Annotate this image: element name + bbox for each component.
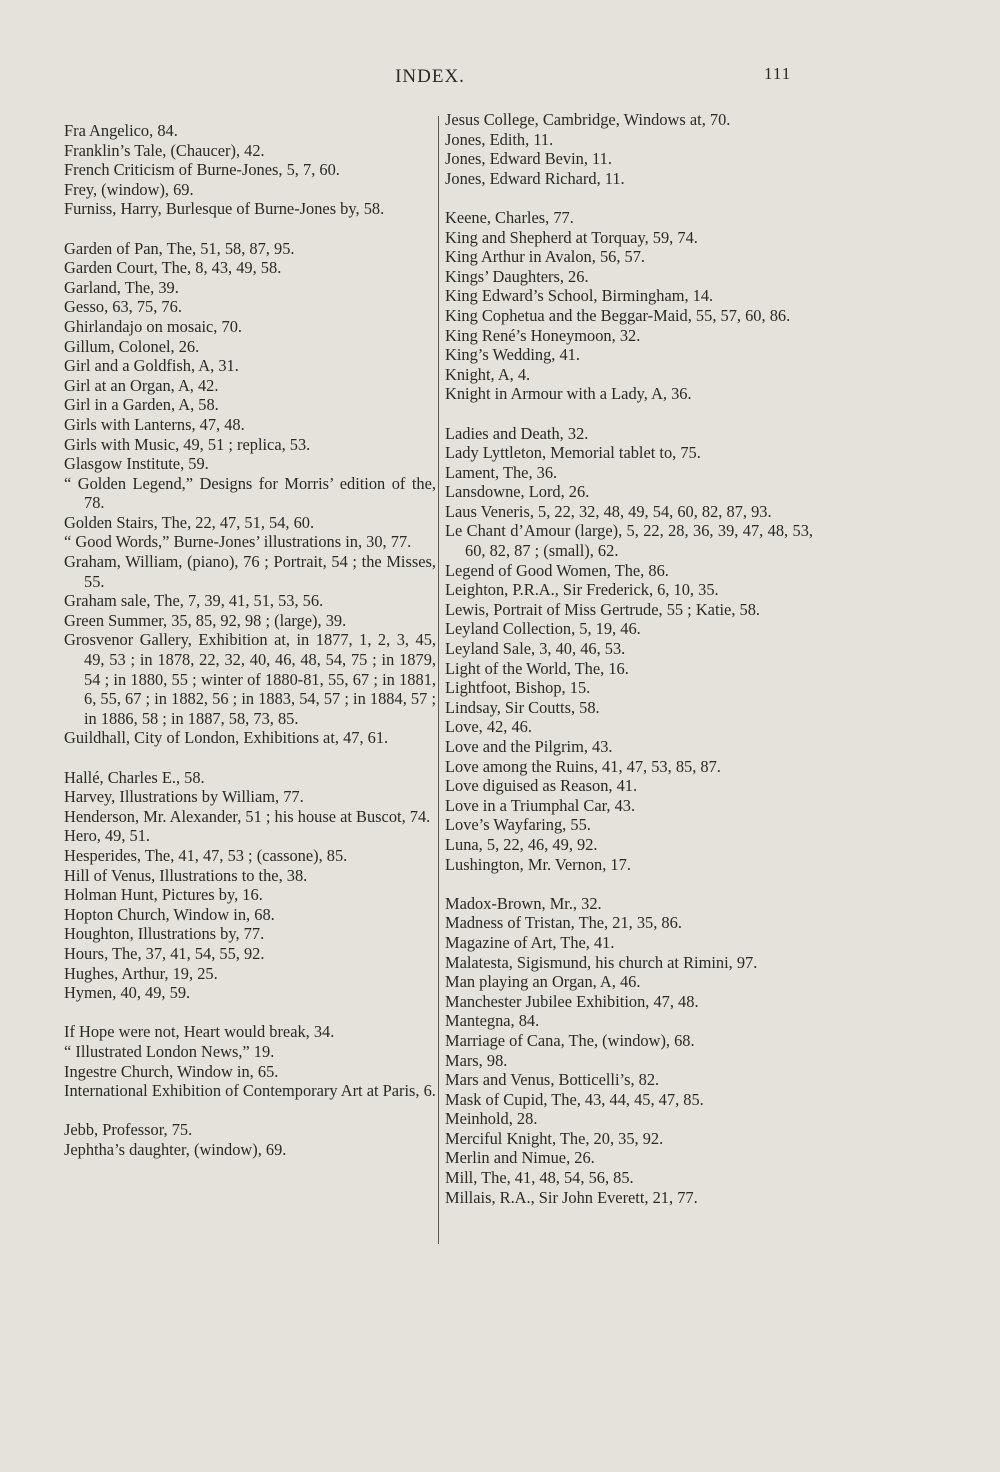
index-entry: Hill of Venus, Illustrations to the, 38. [64, 865, 308, 885]
index-entry: Graham sale, The, 7, 39, 41, 51, 53, 56. [64, 591, 324, 611]
index-entry: King’s Wedding, 41. [445, 345, 580, 365]
index-entry: Hesperides, The, 41, 47, 53 ; (cassone), 85. [64, 845, 348, 865]
index-entry: Leyland Collection, 5, 19, 46. [445, 619, 641, 639]
column-divider [438, 116, 439, 1244]
index-entry: Hallé, Charles E., 58. [64, 767, 205, 787]
index-entry: Legend of Good Women, The, 86. [445, 560, 669, 580]
index-entry: Franklin’s Tale, (Chaucer), 42. [64, 140, 265, 160]
index-entry: King and Shepherd at Torquay, 59, 74. [445, 227, 698, 247]
index-entry: Knight, A, 4. [445, 364, 531, 384]
index-entry: Harvey, Illustrations by William, 77. [64, 787, 304, 807]
index-entry: Holman Hunt, Pictures by, 16. [64, 885, 263, 905]
index-entry: Jones, Edith, 11. [445, 129, 554, 149]
index-entry: Millais, R.A., Sir John Everett, 21, 77. [445, 1187, 698, 1207]
index-entry: Magazine of Art, The, 41. [445, 932, 615, 952]
index-entry: “ Golden Legend,” Designs for Morris’ edition of the, 78. [64, 473, 436, 513]
index-entry: Garden of Pan, The, 51, 58, 87, 95. [64, 238, 295, 258]
index-entry: Luna, 5, 22, 46, 49, 92. [445, 834, 598, 854]
index-entry: Jephtha’s daughter, (window), 69. [64, 1139, 287, 1159]
index-entry: Mars and Venus, Botticelli’s, 82. [445, 1070, 660, 1090]
index-column-right [445, 110, 813, 1207]
index-entry: Leyland Sale, 3, 40, 46, 53. [445, 639, 626, 659]
index-entry: Love among the Ruins, 41, 47, 53, 85, 87. [445, 756, 721, 776]
index-entry: Fra Angelico, 84. [64, 121, 178, 140]
index-entry: Madness of Tristan, The, 21, 35, 86. [445, 913, 682, 933]
index-entry: Leighton, P.R.A., Sir Frederick, 6, 10, 35. [445, 580, 719, 600]
index-entry: Hero, 49, 51. [64, 826, 151, 846]
index-entry: Lament, The, 36. [445, 462, 558, 482]
index-entry: Mars, 98. [445, 1050, 508, 1070]
index-entry: Merlin and Nimue, 26. [445, 1148, 595, 1168]
index-entry: Ghirlandajo on mosaic, 70. [64, 316, 242, 336]
index-entry: Ingestre Church, Window in, 65. [64, 1061, 279, 1081]
index-entry: Laus Veneris, 5, 22, 32, 48, 49, 54, 60, 82, 87, 93. [445, 501, 772, 521]
section-gap [445, 404, 813, 424]
section-gap [445, 874, 813, 894]
index-entry: Mask of Cupid, The, 43, 44, 45, 47, 85. [445, 1089, 704, 1109]
index-entry: Malatesta, Sigismund, his church at Rimini, 97. [445, 952, 758, 972]
index-entry: Jebb, Professor, 75. [64, 1120, 193, 1140]
index-entry: Garland, The, 39. [64, 277, 179, 297]
index-entry: Golden Stairs, The, 22, 47, 51, 54, 60. [64, 512, 315, 532]
index-entry: French Criticism of Burne-Jones, 5, 7, 60. [64, 160, 340, 180]
index-entry: Green Summer, 35, 85, 92, 98 ; (large), 39. [64, 610, 347, 630]
index-entry: Girls with Lanterns, 47, 48. [64, 414, 245, 434]
page-number: 111 [764, 64, 792, 83]
index-entry: Lansdowne, Lord, 26. [445, 482, 590, 502]
index-entry: King René’s Honeymoon, 32. [445, 325, 641, 345]
index-entry: Houghton, Illustrations by, 77. [64, 924, 265, 944]
index-entry: Guildhall, City of London, Exhibitions at, 47, 61. [64, 728, 389, 748]
index-entry: Keene, Charles, 77. [445, 207, 574, 227]
index-entry: If Hope were not, Heart would break, 34. [64, 1022, 335, 1042]
index-entry: Manchester Jubilee Exhibition, 47, 48. [445, 991, 699, 1011]
index-entry: Grosvenor Gallery, Exhibition at, in 1877, 1, 2, 3, 45, 49, 53 ; in 1878, 22, 32, 40, 46, 48, 54, 75 ; in 1879, 54 ; in 1880, 55 ; winter of 1880-81, 55, 67 ; in 1881, 6, 55, 67 ; in 1882, 56 ; in 1883, 54, 57 ; in 1884, 57 ; in 1886, 58 ; in 1887, 58, 73, 85. [64, 630, 436, 728]
index-entry: International Exhibition of Contemporary Art at Paris, 6. [64, 1081, 436, 1101]
index-entry: Girl and a Goldfish, A, 31. [64, 356, 239, 376]
index-entry: Love, 42, 46. [445, 717, 532, 737]
index-entry: Merciful Knight, The, 20, 35, 92. [445, 1128, 664, 1148]
index-entry: Lewis, Portrait of Miss Gertrude, 55 ; Katie, 58. [445, 599, 761, 619]
section-gap [64, 748, 436, 768]
section-gap [445, 188, 813, 208]
index-entry: Love diguised as Reason, 41. [445, 776, 638, 796]
index-entry: Girl in a Garden, A, 58. [64, 395, 219, 415]
index-entry: Frey, (window), 69. [64, 179, 194, 199]
index-column-left [64, 121, 436, 1159]
index-entry: Hopton Church, Window in, 68. [64, 904, 275, 924]
index-entry: Love’s Wayfaring, 55. [445, 815, 591, 835]
index-entry: Garden Court, The, 8, 43, 49, 58. [64, 258, 282, 278]
index-entry: Jones, Edward Bevin, 11. [445, 149, 612, 169]
index-entry: Jones, Edward Richard, 11. [445, 168, 625, 188]
index-entry: Love and the Pilgrim, 43. [445, 737, 613, 756]
index-entry: “ Illustrated London News,” 19. [64, 1041, 275, 1061]
index-entry: Glasgow Institute, 59. [64, 454, 209, 474]
index-entry: Hours, The, 37, 41, 54, 55, 92. [64, 943, 265, 963]
index-entry: King Edward’s School, Birmingham, 14. [445, 286, 714, 306]
index-entry: Hymen, 40, 49, 59. [64, 983, 191, 1003]
index-entry: Mill, The, 41, 48, 54, 56, 85. [445, 1168, 634, 1188]
index-entry: Love in a Triumphal Car, 43. [445, 795, 636, 815]
section-gap [64, 1003, 436, 1023]
index-entry: Gillum, Colonel, 26. [64, 336, 200, 356]
index-entry: Light of the World, The, 16. [445, 658, 629, 678]
index-entry: King Arthur in Avalon, 56, 57. [445, 247, 646, 267]
index-entry: Hughes, Arthur, 19, 25. [64, 963, 218, 983]
index-entry: Knight in Armour with a Lady, A, 36. [445, 384, 692, 404]
section-gap [64, 219, 436, 239]
index-entry: Man playing an Organ, A, 46. [445, 972, 641, 992]
index-entry: Kings’ Daughters, 26. [445, 266, 589, 286]
index-entry: Mantegna, 84. [445, 1011, 540, 1031]
index-entry: Lushington, Mr. Vernon, 17. [445, 854, 631, 874]
index-entry: Gesso, 63, 75, 76. [64, 297, 182, 317]
index-entry: Girls with Music, 49, 51 ; replica, 53. [64, 434, 311, 454]
index-entry: Graham, William, (piano), 76 ; Portrait, 54 ; the Misses, 55. [64, 552, 436, 591]
index-entry: Marriage of Cana, The, (window), 68. [445, 1030, 695, 1050]
index-entry: Ladies and Death, 32. [445, 423, 589, 443]
index-entry: Lindsay, Sir Coutts, 58. [445, 697, 600, 717]
index-entry: Girl at an Organ, A, 42. [64, 375, 219, 395]
index-entry: “ Good Words,” Burne-Jones’ illustrations in, 30, 77. [64, 532, 412, 552]
index-entry: Madox-Brown, Mr., 32. [445, 893, 602, 913]
index-entry: King Cophetua and the Beggar-Maid, 55, 57, 60, 86. [445, 305, 791, 325]
section-gap [64, 1101, 436, 1121]
index-entry: Jesus College, Cambridge, Windows at, 70. [445, 110, 731, 129]
running-title: INDEX. [395, 66, 465, 87]
index-entry: Henderson, Mr. Alexander, 51 ; his house at Buscot, 74. [64, 806, 431, 826]
index-entry: Le Chant d’Amour (large), 5, 22, 28, 36, 39, 47, 48, 53, 60, 82, 87 ; (small), 62. [445, 521, 813, 561]
index-entry: Meinhold, 28. [445, 1109, 538, 1129]
index-entry: Lightfoot, Bishop, 15. [445, 678, 591, 698]
index-entry: Furniss, Harry, Burlesque of Burne-Jones by, 58. [64, 199, 385, 219]
index-entry: Lady Lyttleton, Memorial tablet to, 75. [445, 443, 701, 463]
